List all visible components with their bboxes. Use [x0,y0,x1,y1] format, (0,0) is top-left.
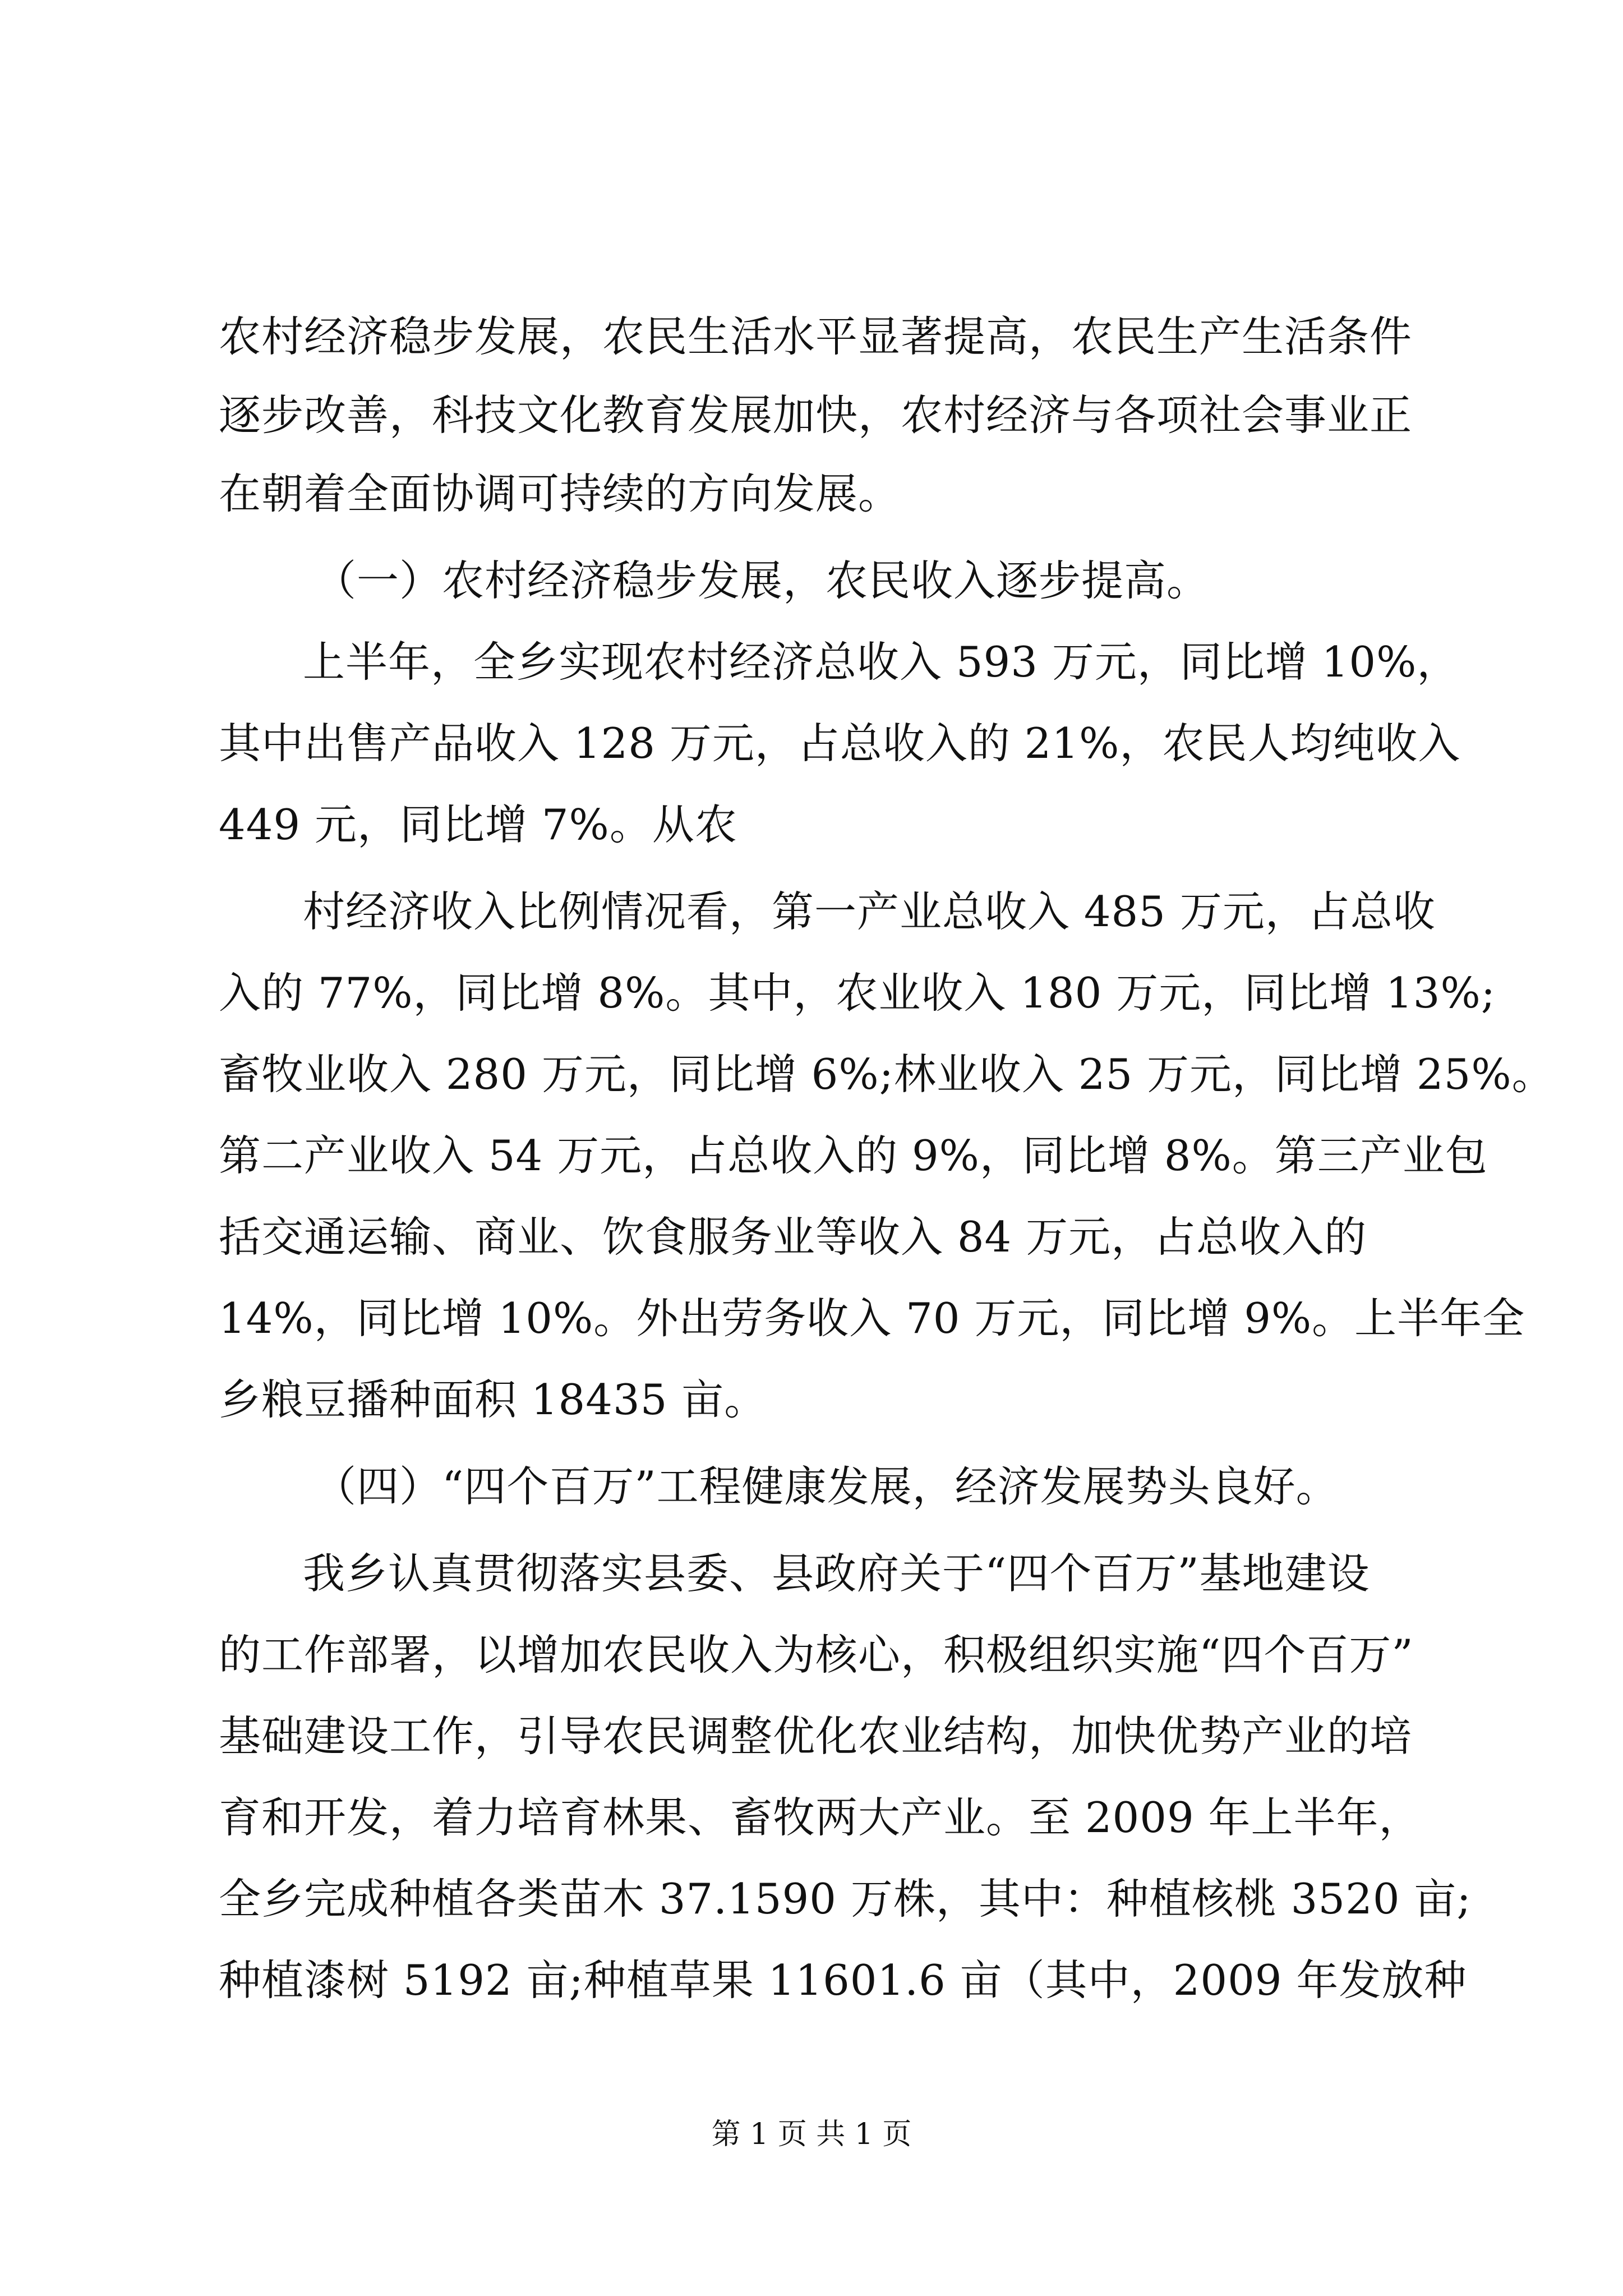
text-line: 村经济收入比例情况看，第一产业总收入 485 万元，占总收 [303,887,1436,936]
text-line: 育和开发，着力培育林果、畜牧两大产业。至 2009 年上半年， [219,1793,1422,1842]
text-line: 畜牧业收入 280 万元，同比增 6%;林业收入 25 万元，同比增 25%。 [219,1050,1555,1099]
text-line: 我乡认真贯彻落实县委、县政府关于“四个百万”基地建设 [303,1549,1370,1598]
section-heading: （四）“四个百万”工程健康发展，经济发展势头良好。 [314,1462,1339,1511]
text-line: 乡粮豆播种面积 18435 亩。 [219,1375,767,1424]
text-line: 入的 77%，同比增 8%。其中，农业收入 180 万元，同比增 13%; [219,968,1496,1018]
page-footer: 第 1 页 共 1 页 [711,2118,912,2151]
text-line: 第二产业收入 54 万元，占总收入的 9%，同比增 8%。第三产业包 [219,1131,1488,1180]
text-line: 括交通运输、商业、饮食服务业等收入 84 万元，占总收入的 [219,1212,1367,1262]
text-line: 的工作部署，以增加农民收入为核心，积极组织实施“四个百万” [219,1630,1414,1680]
text-line: 在朝着全面协调可持续的方向发展。 [219,469,901,518]
text-line: 449 元，同比增 7%。从农 [219,800,737,849]
text-line: 其中出售产品收入 128 万元，占总收入的 21%，农民人均纯收入 [219,719,1461,768]
text-line: 上半年，全乡实现农村经济总收入 593 万元，同比增 10%， [303,637,1460,687]
text-line: 基础建设工作，引导农民调整优化农业结构，加快优势产业的培 [219,1711,1413,1761]
text-line: 逐步改善，科技文化教育发展加快，农村经济与各项社会事业正 [219,390,1413,440]
section-heading: （一）农村经济稳步发展，农民收入逐步提高。 [314,556,1210,605]
text-line: 14%，同比增 10%。外出劳务收入 70 万元，同比增 9%。上半年全 [219,1294,1525,1343]
text-line: 全乡完成种植各类苗木 37.1590 万株，其中：种植核桃 3520 亩; [219,1874,1472,1924]
text-line: 种植漆树 5192 亩;种植草果 11601.6 亩（其中，2009 年发放种 [219,1955,1467,2005]
text-line: 农村经济稳步发展，农民生活水平显著提高，农民生产生活条件 [219,312,1413,361]
